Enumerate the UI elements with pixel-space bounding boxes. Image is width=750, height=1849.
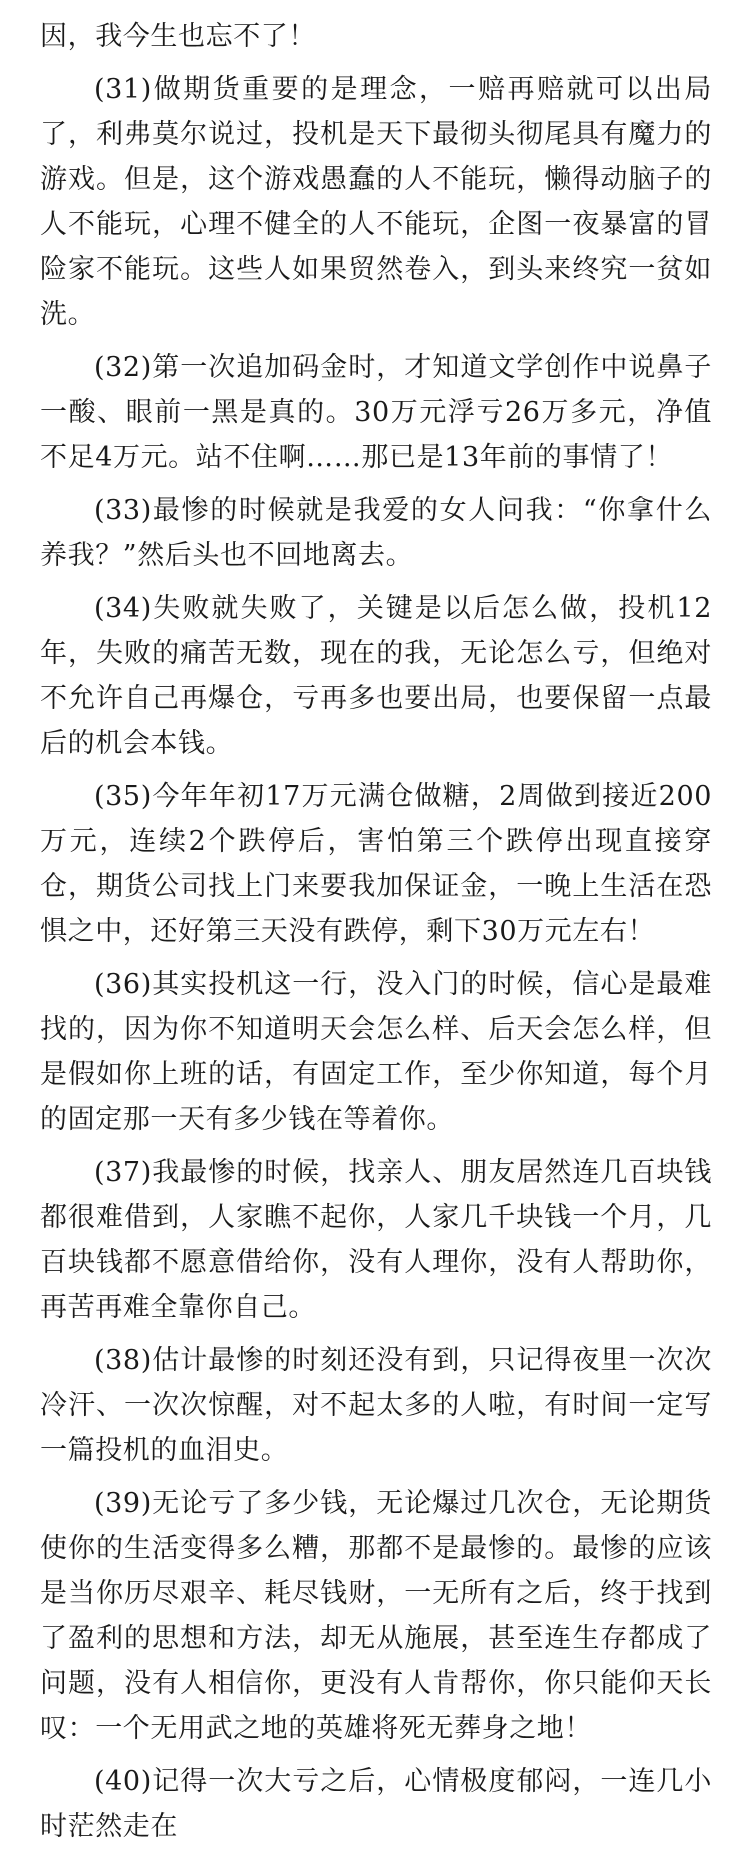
paragraph-36: (36)其实投机这一行，没入门的时候，信心是最难找的，因为你不知道明天会怎么样、后天会怎么样，但是假如你上班的话，有固定工作，至少你知道，每个月的固定那一天有多少钱在等着你。 bbox=[40, 969, 712, 1135]
paragraph-40: (40)记得一次大亏之后，心情极度郁闷，一连几小时茫然走在 bbox=[40, 1766, 712, 1842]
paragraph-37: (37)我最惨的时候，找亲人、朋友居然连几百块钱都很难借到，人家瞧不起你，人家几千块钱一个月，几百块钱都不愿意借给你，没有人理你，没有人帮助你，再苦再难全靠你自己。 bbox=[40, 1157, 712, 1323]
paragraph-32: (32)第一次追加码金时，才知道文学创作中说鼻子一酸、眼前一黑是真的。30万元浮亏26万多元，净值不足4万元。站不住啊……那已是13年前的事情了！ bbox=[40, 352, 712, 473]
paragraph-34: (34)失败就失败了，关键是以后怎么做，投机12年，失败的痛苦无数，现在的我，无论怎么亏，但绝对不允许自己再爆仓，亏再多也要出局，也要保留一点最后的机会本钱。 bbox=[40, 593, 712, 759]
paragraph-39: (39)无论亏了多少钱，无论爆过几次仓，无论期货使你的生活变得多么糟，那都不是最惨的。最惨的应该是当你历尽艰辛、耗尽钱财，一无所有之后，终于找到了盈利的思想和方法，却无从施展，甚至连生存都成了问题，没有人相信你，更没有人肯帮你，你只能仰天长叹：一个无用武之地的英雄将死无葬身之地！ bbox=[40, 1488, 712, 1744]
paragraph-33: (33)最惨的时候就是我爱的女人问我：“你拿什么养我？”然后头也不回地离去。 bbox=[40, 495, 712, 571]
paragraph-35: (35)今年年初17万元满仓做糖，2周做到接近200万元，连续2个跌停后，害怕第三个跌停出现直接穿仓，期货公司找上门来要我加保证金，一晚上生活在恐惧之中，还好第三天没有跌停，剩下30万元左右！ bbox=[40, 781, 712, 947]
paragraph-31: (31)做期货重要的是理念，一赔再赔就可以出局了，利弗莫尔说过，投机是天下最彻头彻尾具有魔力的游戏。但是，这个游戏愚蠢的人不能玩，懒得动脑子的人不能玩，心理不健全的人不能玩，企图一夜暴富的冒险家不能玩。这些人如果贸然卷入，到头来终究一贫如洗。 bbox=[40, 74, 712, 330]
paragraph-38: (38)估计最惨的时刻还没有到，只记得夜里一次次冷汗、一次次惊醒，对不起太多的人啦，有时间一定写一篇投机的血泪史。 bbox=[40, 1345, 712, 1466]
paragraph-continued: 因，我今生也忘不了！ bbox=[40, 21, 316, 52]
